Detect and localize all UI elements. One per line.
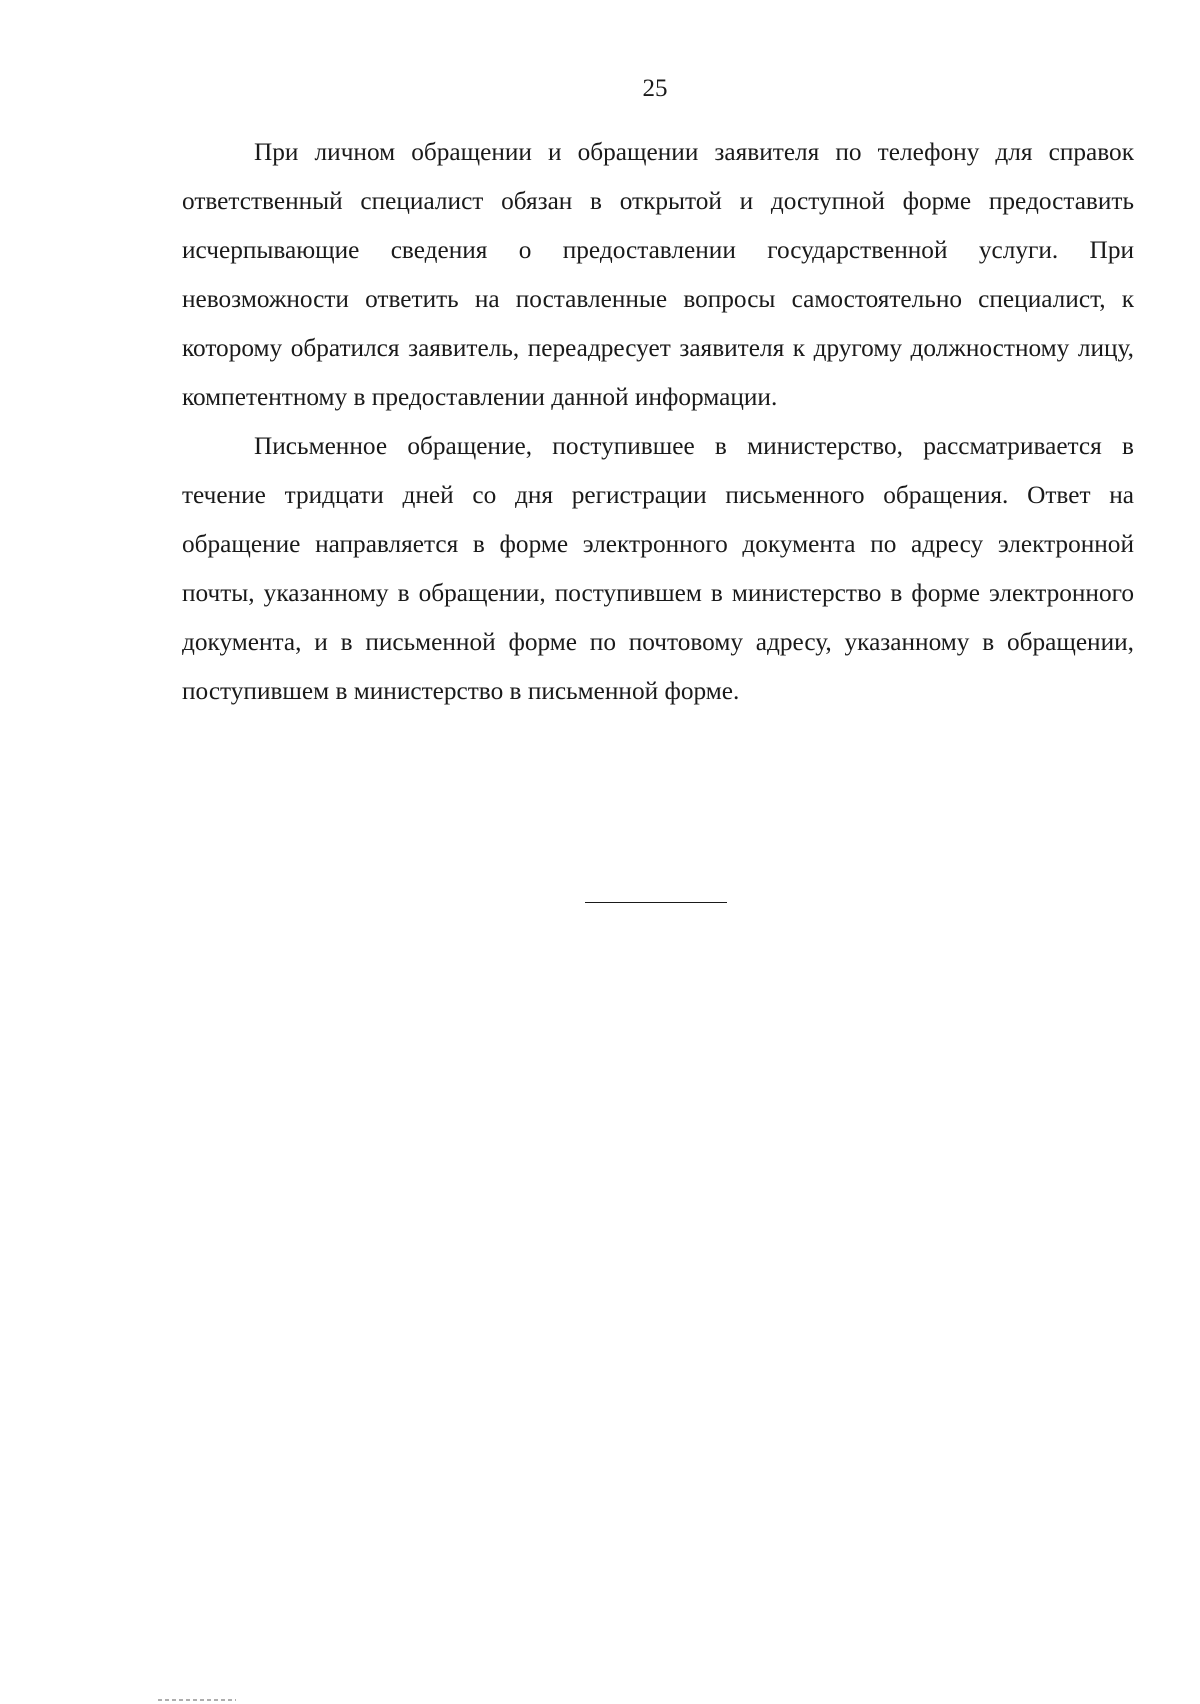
paragraph-oral-inquiry: При личном обращении и обращении заявителя по телефону для справок ответственный специалист обязан в открытой и доступной форме предоставить исчерпывающие сведения о предоставлении государственной услуги. При невозможности ответить на поставленные вопросы самостоятельно специалист, к которому обратился заявитель, переадресует заявителя к другому должностному лицу, компетентному в предоставлении данной информации. [182, 138, 1134, 411]
page-number: 25 [642, 75, 668, 102]
scan-artifact [158, 1699, 236, 1701]
paragraph-written-inquiry: Письменное обращение, поступившее в министерство, рассматривается в течение тридцати дней со дня регистрации письменного обращения. Ответ на обращение направляется в форме электронного документа по адресу электронной почты, указанному в обращении, поступившем в министерство в форме электронного документа, и в письменной форме по почтовому адресу, указанному в обращении, поступившем в министерство в письменной форме. [182, 432, 1134, 705]
end-of-document-rule [585, 902, 727, 903]
document-body [182, 128, 1134, 716]
